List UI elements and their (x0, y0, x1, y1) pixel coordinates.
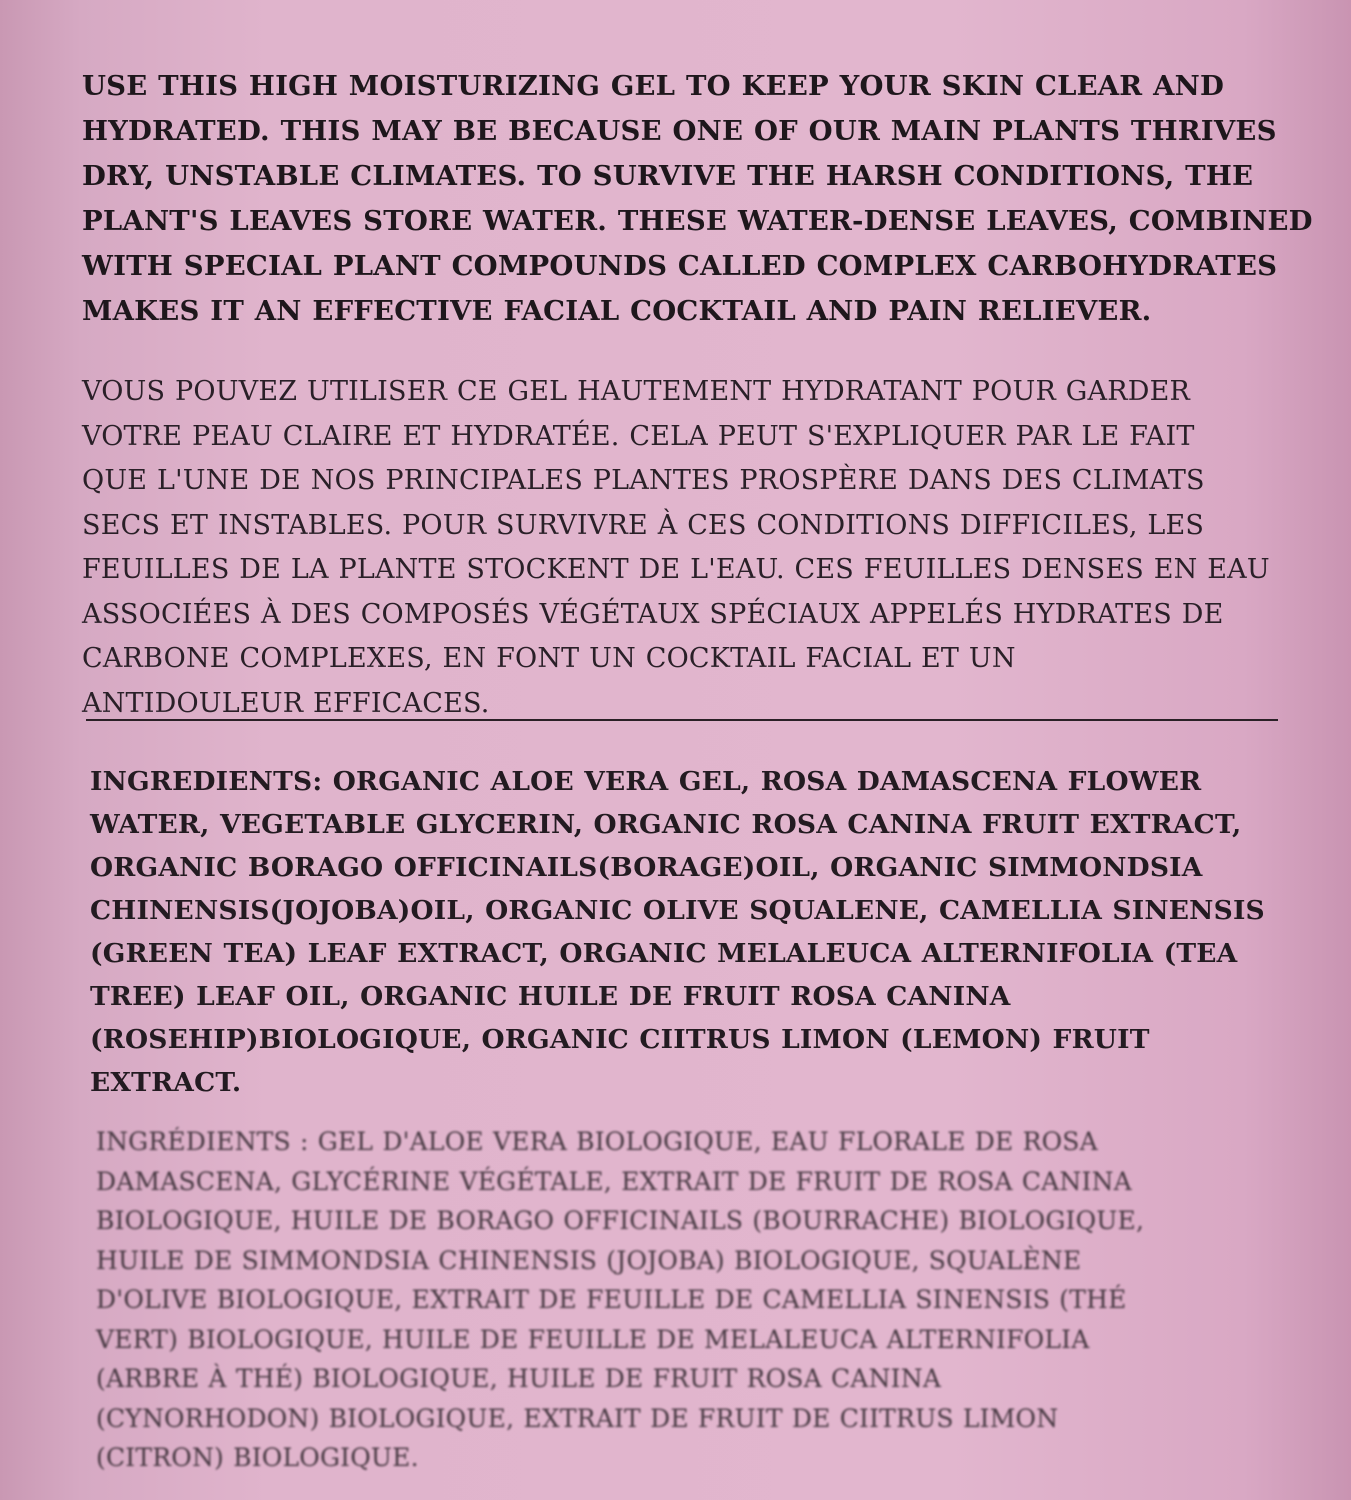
text-line: WITH SPECIAL PLANT COMPOUNDS CALLED COMPLEX CARBOHYDRATES (82, 250, 1278, 282)
text-line: BIOLOGIQUE, HUILE DE BORAGO OFFICINAILS (BOURRACHE) BIOLOGIQUE, (96, 1206, 1145, 1235)
text-line: ASSOCIÉES À DES COMPOSÉS VÉGÉTAUX SPÉCIAUX APPELÉS HYDRATES DE (82, 598, 1224, 630)
text-line: HYDRATED. THIS MAY BE BECAUSE ONE OF OUR MAIN PLANTS THRIVES (82, 115, 1277, 147)
text-line: (CITRON) BIOLOGIQUE. (96, 1443, 419, 1472)
description-english (82, 64, 1313, 334)
text-line: VOTRE PEAU CLAIRE ET HYDRATÉE. CELA PEUT S'EXPLIQUER PAR LE FAIT (82, 420, 1195, 452)
section-divider (86, 719, 1278, 721)
text-line: (ROSEHIP)BIOLOGIQUE, ORGANIC CIITRUS LIMON (LEMON) FRUIT (90, 1024, 1150, 1055)
text-line: SECS ET INSTABLES. POUR SURVIVRE À CES CONDITIONS DIFFICILES, LES (82, 509, 1205, 541)
text-line: VERT) BIOLOGIQUE, HUILE DE FEUILLE DE MELALEUCA ALTERNIFOLIA (96, 1324, 1090, 1354)
text-line: EXTRACT. (90, 1067, 242, 1098)
text-line: INGRÉDIENTS : GEL D'ALOE VERA BIOLOGIQUE, EAU FLORALE DE ROSA (96, 1127, 1098, 1156)
text-line: HUILE DE SIMMONDSIA CHINENSIS (JOJOBA) BIOLOGIQUE, SQUALÈNE (96, 1245, 1082, 1275)
text-line: ORGANIC BORAGO OFFICINAILS(BORAGE)OIL, ORGANIC SIMMONDSIA (90, 852, 1203, 883)
text-line: VOUS POUVEZ UTILISER CE GEL HAUTEMENT HYDRATANT POUR GARDER (82, 376, 1191, 407)
text-line: (ARBRE À THÉ) BIOLOGIQUE, HUILE DE FRUIT ROSA CANINA (96, 1364, 942, 1393)
text-line: MAKES IT AN EFFECTIVE FACIAL COCKTAIL AND PAIN RELIEVER. (82, 295, 1152, 327)
text-line: FEUILLES DE LA PLANTE STOCKENT DE L'EAU. CES FEUILLES DENSES EN EAU (82, 554, 1270, 585)
text-line: WATER, VEGETABLE GLYCERIN, ORGANIC ROSA CANINA FRUIT EXTRACT, (90, 809, 1242, 840)
text-line: PLANT'S LEAVES STORE WATER. THESE WATER-DENSE LEAVES, COMBINED (82, 205, 1313, 237)
ingredients-french (96, 1122, 1276, 1478)
ingredients-english (90, 760, 1270, 1104)
text-line: ANTIDOULEUR EFFICACES. (82, 687, 490, 719)
text-line: CHINENSIS(JOJOBA)OIL, ORGANIC OLIVE SQUALENE, CAMELLIA SINENSIS (90, 895, 1265, 926)
text-line: CARBONE COMPLEXES, EN FONT UN COCKTAIL FACIAL ET UN (82, 643, 1016, 674)
description-french (82, 370, 1282, 726)
text-line: (CYNORHODON) BIOLOGIQUE, EXTRAIT DE FRUIT DE CIITRUS LIMON (96, 1403, 1059, 1433)
text-line: DRY, UNSTABLE CLIMATES. TO SURVIVE THE HARSH CONDITIONS, THE (82, 160, 1254, 192)
text-line: D'OLIVE BIOLOGIQUE, EXTRAIT DE FEUILLE DE CAMELLIA SINENSIS (THÉ (96, 1285, 1127, 1314)
text-line: (GREEN TEA) LEAF EXTRACT, ORGANIC MELALEUCA ALTERNIFOLIA (TEA (90, 938, 1238, 969)
text-line: INGREDIENTS: ORGANIC ALOE VERA GEL, ROSA DAMASCENA FLOWER (90, 766, 1202, 797)
text-line: DAMASCENA, GLYCÉRINE VÉGÉTALE, EXTRAIT DE FRUIT DE ROSA CANINA (96, 1166, 1132, 1196)
text-line: TREE) LEAF OIL, ORGANIC HUILE DE FRUIT ROSA CANINA (90, 981, 1011, 1012)
text-line: USE THIS HIGH MOISTURIZING GEL TO KEEP YOUR SKIN CLEAR AND (82, 70, 1225, 102)
text-line: QUE L'UNE DE NOS PRINCIPALES PLANTES PROSPÈRE DANS DES CLIMATS (82, 465, 1205, 496)
